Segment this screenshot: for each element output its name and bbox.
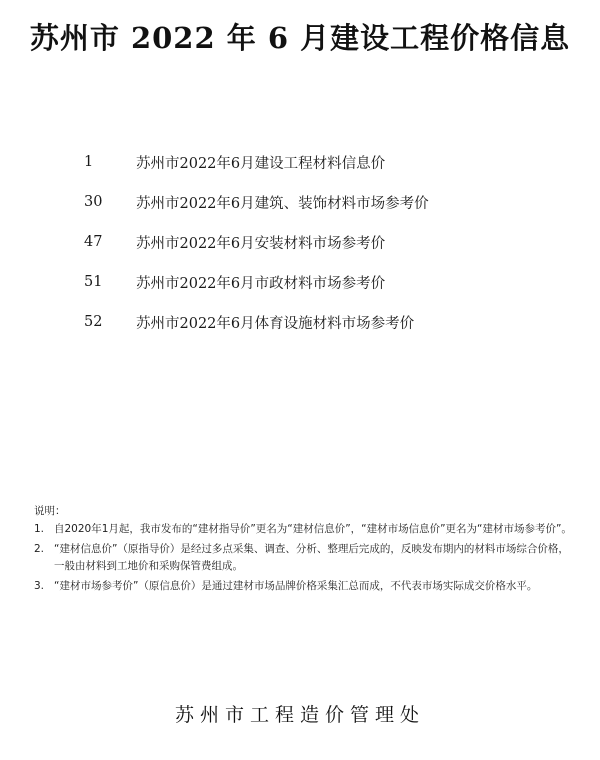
note-number: 2. [34,543,45,555]
table-of-contents [84,142,564,342]
note-text: 自2020年1月起，我市发布的“建材指导价”更名为“建材信息价”，“建材市场信息价”更名为“建材市场参考价”。 [54,523,572,535]
note-text: “建材信息价”（原指导价）是经过多点采集、调查、分析、整理后完成的，反映发布期内的材料市场综合价格，一般由材料到工地价和采购保管费组成。 [54,543,569,572]
notes-section [34,503,579,598]
notes-heading: 说明： [34,505,66,517]
issuer-name: 苏州市工程造价管理处 [174,704,425,726]
note-item [34,521,579,538]
toc-row [84,142,564,182]
toc-entry-title: 苏州市2022年6月市政材料市场参考价 [136,275,386,292]
note-item [34,541,579,575]
toc-row [84,262,564,302]
toc-row [84,302,564,342]
note-item [34,578,579,595]
toc-page-number: 1 [84,154,94,170]
toc-row [84,222,564,262]
note-text: “建材市场参考价”（原信息价）是通过建材市场品牌价格采集汇总而成，不代表市场实际成交价格水平。 [54,580,538,592]
toc-entry-title: 苏州市2022年6月建设工程材料信息价 [136,155,386,172]
toc-entry-title: 苏州市2022年6月建筑、装饰材料市场参考价 [136,195,429,212]
note-number: 3. [34,580,45,592]
toc-page-number: 47 [84,234,103,250]
toc-page-number: 52 [84,314,103,330]
toc-entry-title: 苏州市2022年6月安装材料市场参考价 [136,235,386,252]
note-number: 1. [34,523,45,535]
toc-entry-title: 苏州市2022年6月体育设施材料市场参考价 [136,315,415,332]
toc-row [84,182,564,222]
toc-page-number: 51 [84,274,103,290]
toc-page-number: 30 [84,194,103,210]
document-title: 苏州市 2022 年 6 月建设工程价格信息 [29,21,571,55]
